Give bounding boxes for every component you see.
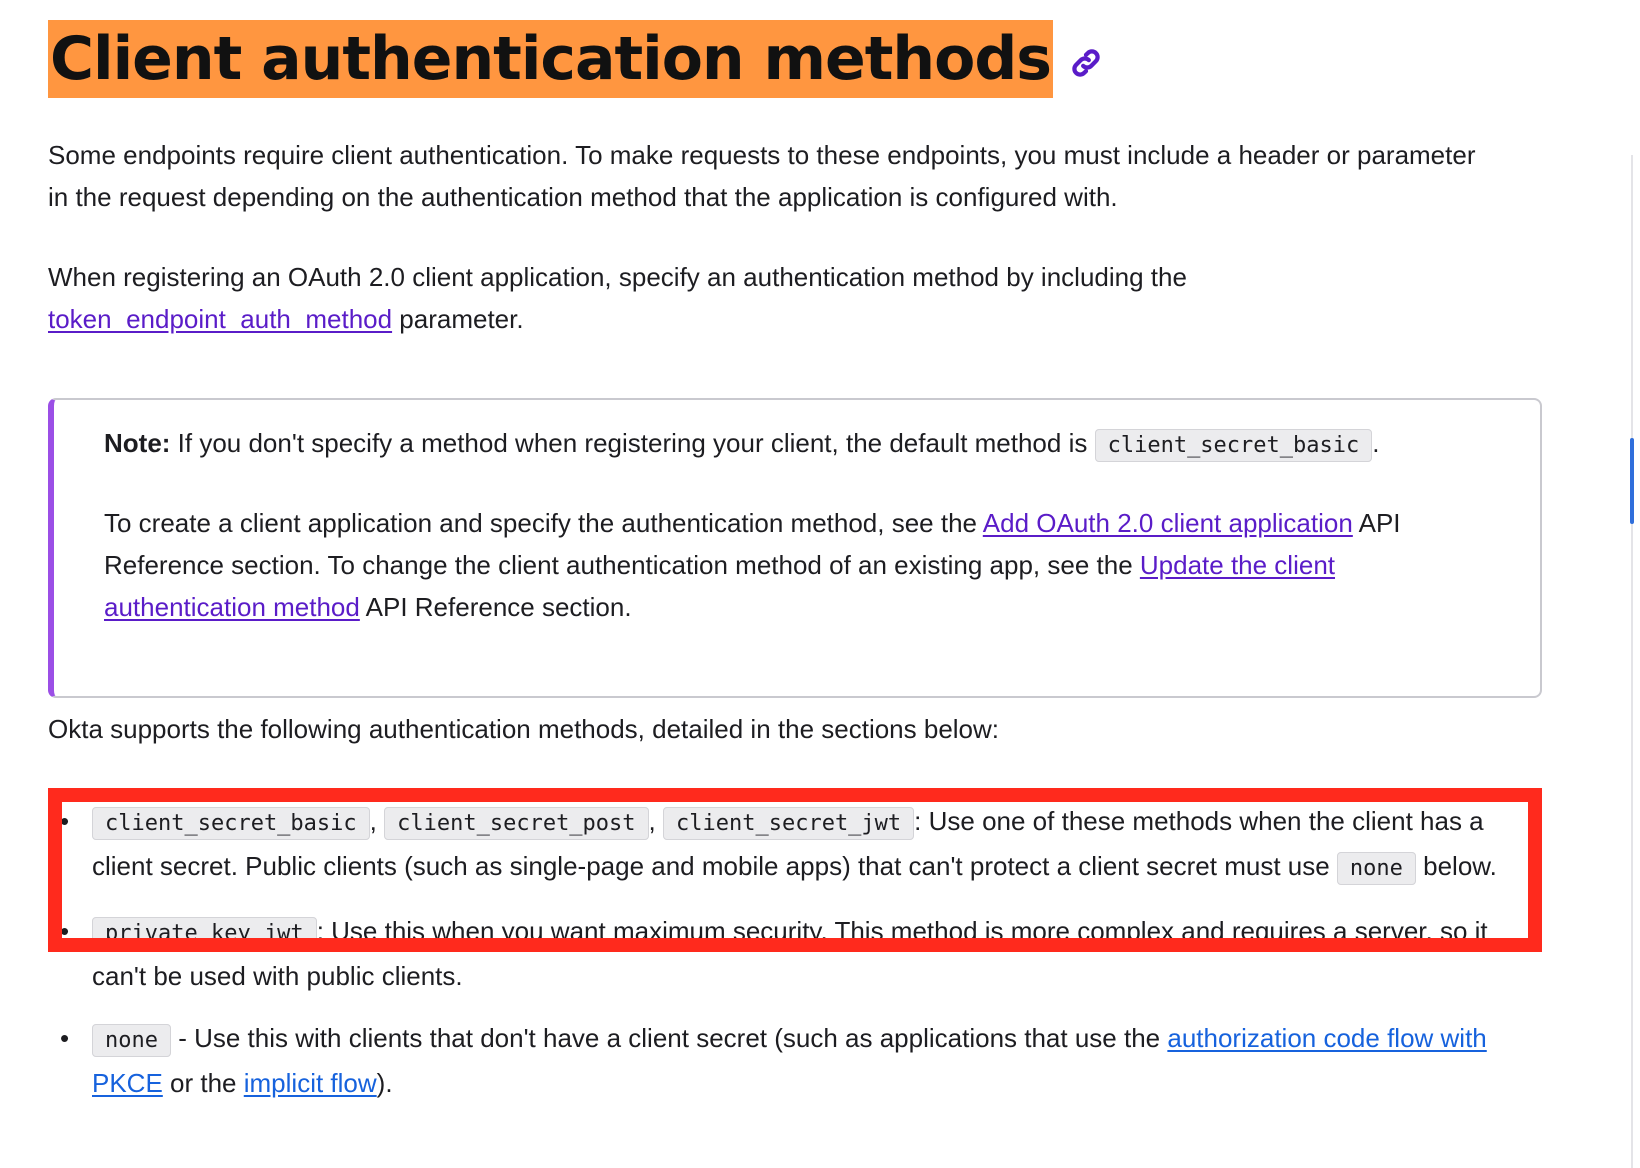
scrollbar-track[interactable] (1631, 155, 1633, 1168)
note-callout (48, 398, 1542, 698)
token-endpoint-auth-method-link[interactable]: token_endpoint_auth_method (48, 304, 393, 334)
bullet: • (60, 806, 70, 836)
list-item (48, 800, 1538, 890)
methods-list (48, 800, 1538, 1104)
note-p2-mid: API Reference section. To change the client authentication method of an existing app, see the (104, 508, 1401, 580)
note-text: If you don't specify a method when registering your client, the default method is (170, 428, 1095, 458)
default-method-code: client_secret_basic (1095, 429, 1373, 462)
register-text: When registering an OAuth 2.0 client application, specify an authentication method by including the (48, 262, 1187, 292)
code-client-secret-basic: client_secret_basic (92, 807, 370, 840)
code-none: none (1337, 852, 1416, 885)
method-description: : Use this when you want maximum security. This method is more complex and requires a server, so it can't be used with public clients. (92, 916, 1488, 991)
method-description: - Use this with clients that don't have a client secret (such as applications that use the (170, 1023, 1168, 1053)
update-client-auth-method-link[interactable]: Update the client authentication method (104, 550, 1336, 622)
list-item (48, 910, 1538, 997)
supports-paragraph: Okta supports the following authentication methods, detailed in the sections below: (48, 714, 1000, 744)
link-icon[interactable] (1069, 46, 1103, 80)
heading-row (48, 20, 1103, 98)
method-description-end: ). (376, 1068, 393, 1098)
page-title: Client authentication methods (48, 20, 1053, 98)
auth-code-pkce-link[interactable]: authorization code flow with PKCE (92, 1023, 1487, 1098)
list-item (48, 1017, 1538, 1104)
separator: , (369, 806, 385, 836)
register-text-end: parameter. (392, 304, 524, 334)
add-oauth-client-link[interactable]: Add OAuth 2.0 client application (982, 508, 1353, 538)
bullet: • (60, 1023, 70, 1053)
code-private-key-jwt: private_key_jwt (92, 917, 317, 950)
note-paragraph (104, 422, 1464, 467)
register-paragraph (48, 256, 1498, 340)
note-label: Note: (104, 428, 171, 458)
code-none: none (92, 1024, 171, 1057)
note-p2-text: To create a client application and specify the authentication method, see the (104, 508, 983, 538)
code-client-secret-jwt: client_secret_jwt (663, 807, 914, 840)
separator: , (648, 806, 663, 836)
intro-paragraph: Some endpoints require client authentication. To make requests to these endpoints, you must include a header or parameter in the request depending on the authentication method that the application is configured with. (48, 140, 1476, 212)
code-client-secret-post: client_secret_post (384, 807, 648, 840)
note-paragraph-2 (104, 502, 1464, 628)
bullet: • (60, 916, 70, 946)
note-end: . (1372, 428, 1380, 458)
note-p2-end: API Reference section. (359, 592, 632, 622)
method-description: : Use one of these methods when the client has a client secret. Public clients (such as single-page and mobile apps) that can't protect a client secret must use (92, 806, 1484, 881)
method-description-end: below. (1415, 851, 1497, 881)
scrollbar-thumb[interactable] (1630, 438, 1634, 524)
method-description-mid: or the (162, 1068, 244, 1098)
implicit-flow-link[interactable]: implicit flow (243, 1068, 377, 1098)
